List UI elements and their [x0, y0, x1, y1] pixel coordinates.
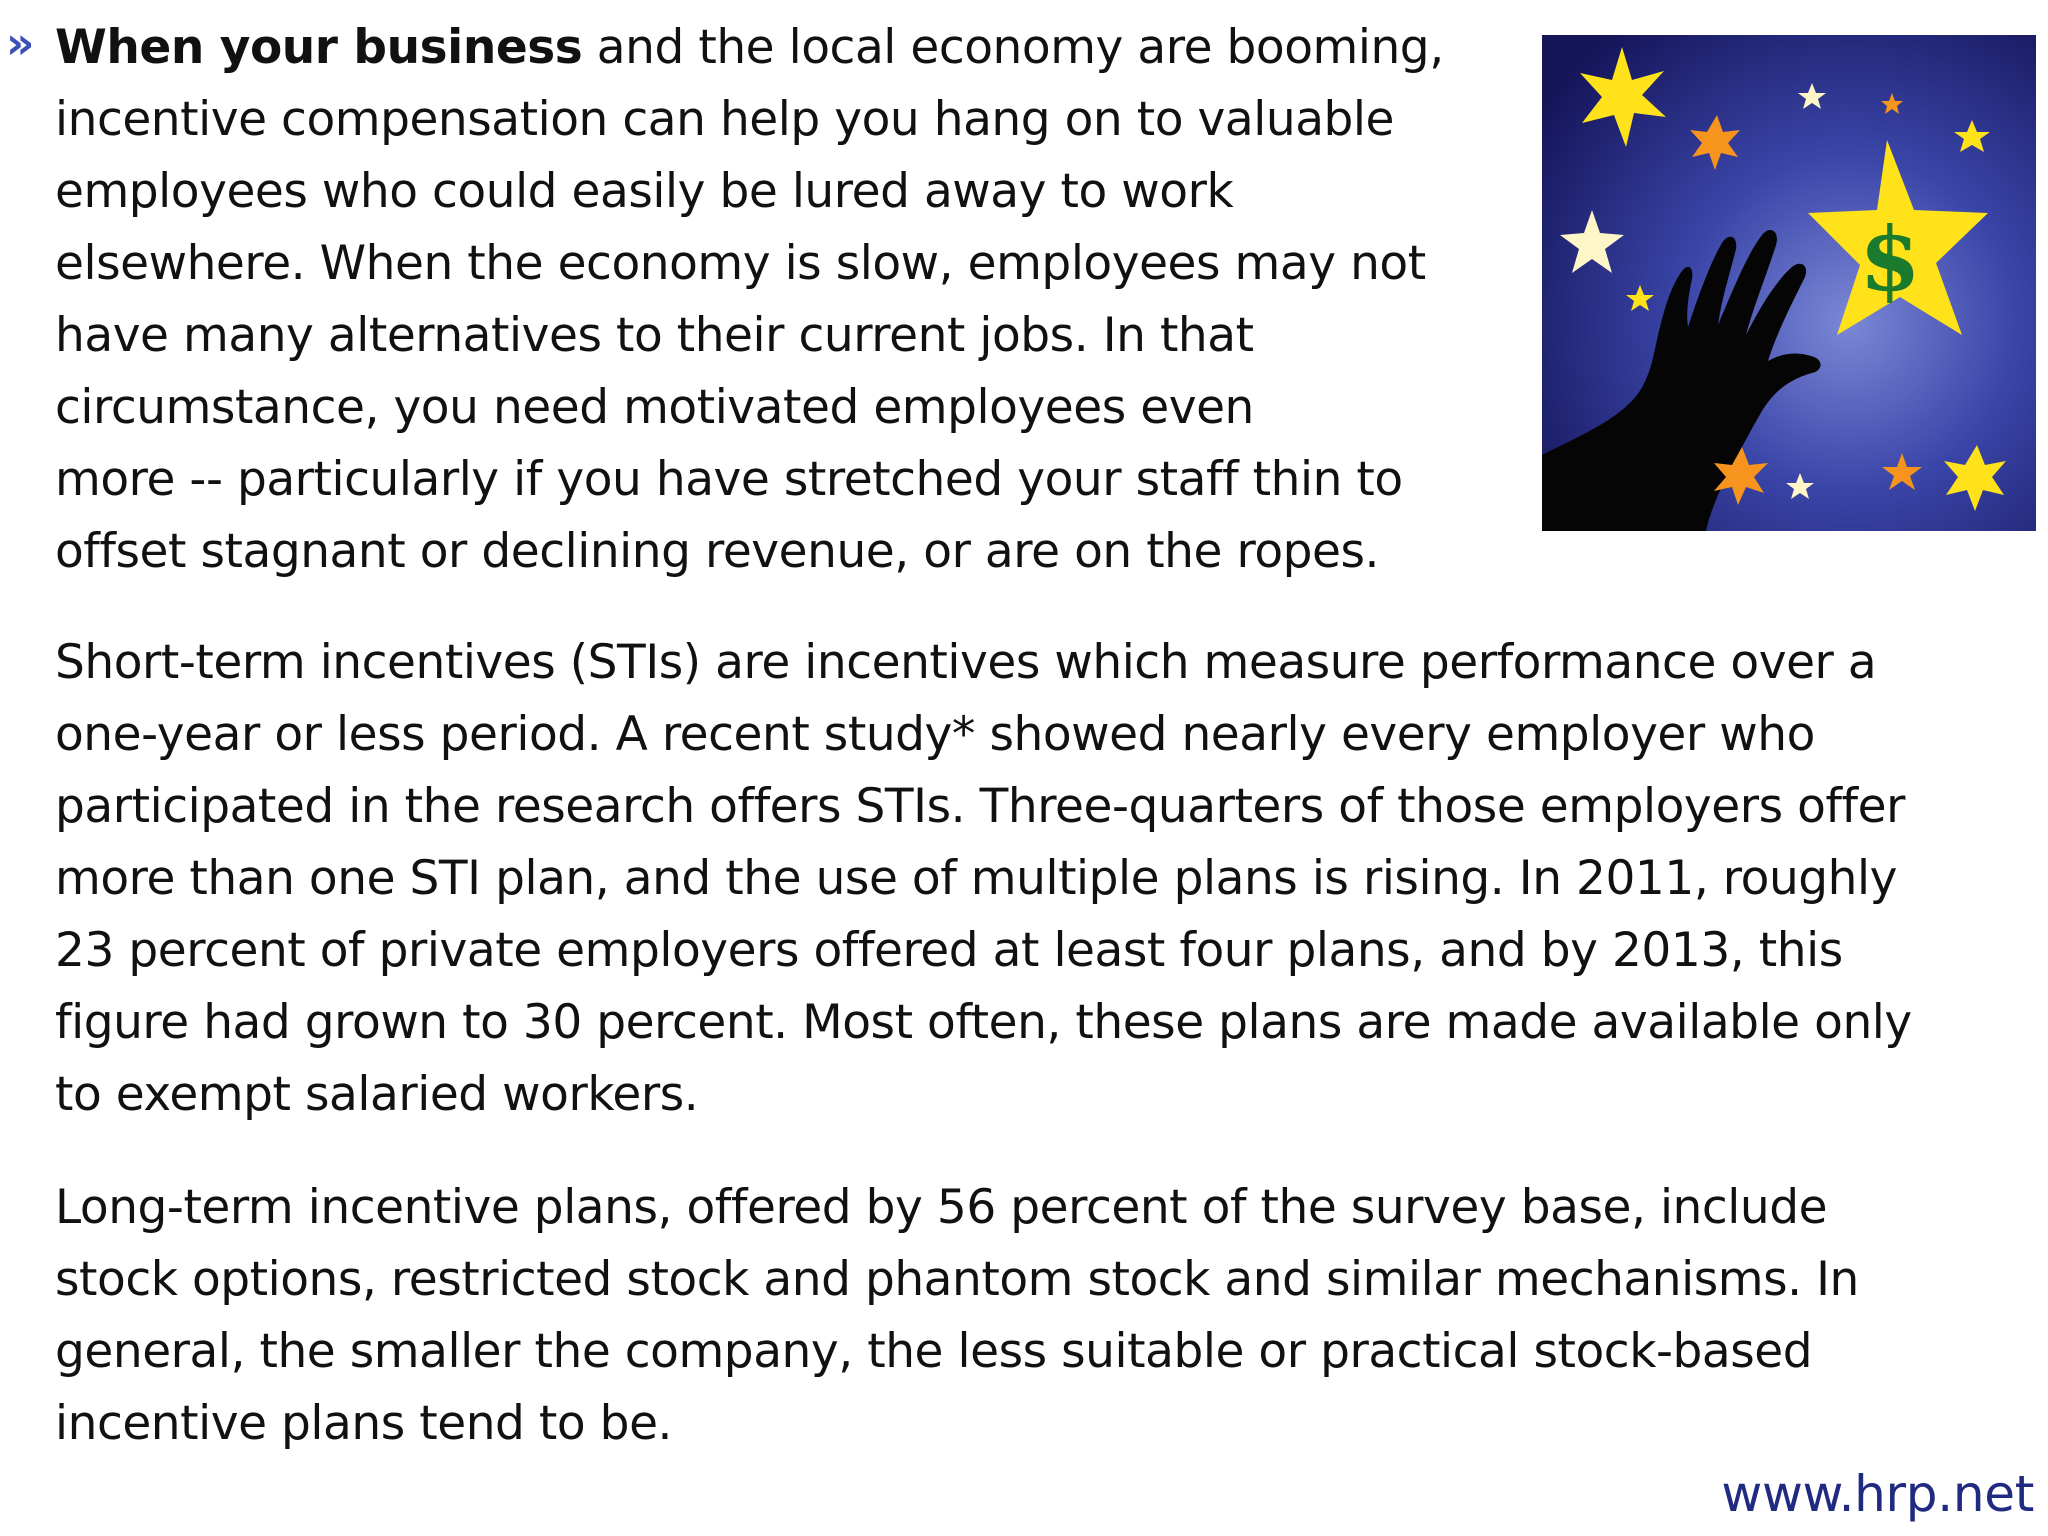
paragraph-line: employees who could easily be lured away to work [55, 164, 1234, 219]
paragraph-line: incentive plans tend to be. [55, 1396, 673, 1451]
reaching-for-star-image [1542, 35, 2036, 531]
paragraph-line: incentive compensation can help you hang on to valuable [55, 92, 1395, 147]
dollar-sign-icon: $ [1859, 207, 1921, 311]
paragraph-line: one-year or less period. A recent study* showed nearly every employer who [55, 707, 1815, 762]
paragraph-line: Short-term incentives (STIs) are incentives which measure performance over a [55, 635, 1877, 690]
paragraph-line: more than one STI plan, and the use of multiple plans is rising. In 2011, roughly [55, 851, 1897, 906]
line-text: and the local economy are booming, [582, 20, 1444, 75]
paragraph-line: have many alternatives to their current jobs. In that [55, 308, 1254, 363]
paragraph-line: to exempt salaried workers. [55, 1067, 699, 1122]
bullet-arrow-icon: » [6, 18, 35, 69]
lead-bold-text: When your business [55, 20, 583, 75]
paragraph-line: general, the smaller the company, the less suitable or practical stock-based [55, 1324, 1813, 1379]
paragraph-long-term-incentives [55, 1172, 1859, 1460]
website-url: www.hrp.net [1721, 1465, 2034, 1523]
paragraph-line: elsewhere. When the economy is slow, employees may not [55, 236, 1426, 291]
paragraph-line: figure had grown to 30 percent. Most often, these plans are made available only [55, 995, 1912, 1050]
paragraph-line: more -- particularly if you have stretched your staff thin to [55, 452, 1403, 507]
paragraph-line: offset stagnant or declining revenue, or are on the ropes. [55, 524, 1380, 579]
paragraph-line [55, 12, 1444, 84]
paragraph-line: participated in the research offers STIs. Three-quarters of those employers offer [55, 779, 1905, 834]
paragraph-line: circumstance, you need motivated employees even [55, 380, 1254, 435]
paragraph-line: stock options, restricted stock and phantom stock and similar mechanisms. In [55, 1252, 1859, 1307]
paragraph-booming-economy [55, 12, 1444, 588]
paragraph-short-term-incentives [55, 627, 1912, 1131]
paragraph-line: Long-term incentive plans, offered by 56 percent of the survey base, include [55, 1180, 1828, 1235]
paragraph-line: 23 percent of private employers offered at least four plans, and by 2013, this [55, 923, 1843, 978]
